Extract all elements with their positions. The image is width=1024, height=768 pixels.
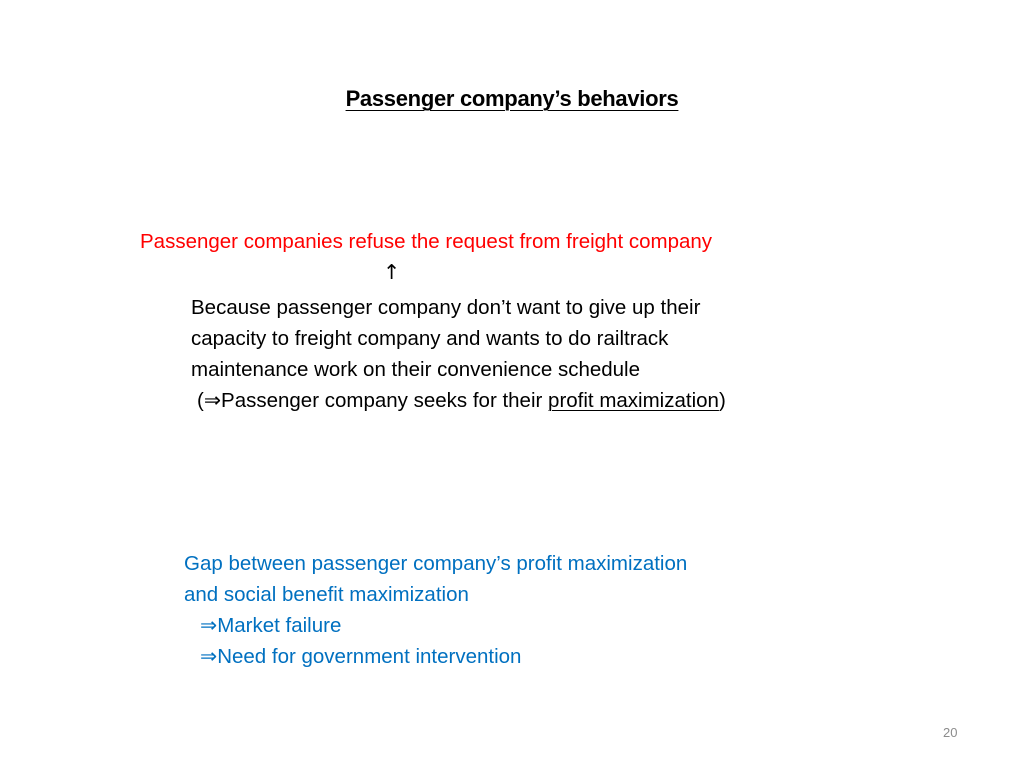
reason-line-2: capacity to freight company and wants to do railtrack <box>191 327 669 350</box>
conclusion-open-paren: ( <box>197 389 204 412</box>
reason-line-1: Because passenger company don’t want to give up their <box>191 296 701 319</box>
reason-conclusion <box>191 385 726 416</box>
gap-line-1: Gap between passenger company’s profit maximization <box>184 552 688 575</box>
conclusion-text: Passenger company seeks for their <box>221 389 549 412</box>
claim-text: Passenger companies refuse the request from freight company <box>140 230 713 253</box>
conclusion-underlined-text: profit maximization <box>548 389 719 412</box>
slide-title <box>0 86 1024 112</box>
reason-block <box>191 292 726 416</box>
reason-line-3: maintenance work on their convenience schedule <box>191 358 640 381</box>
implies-arrow-icon: ⇒ <box>200 613 218 637</box>
implies-arrow-icon: ⇒ <box>203 388 222 412</box>
gap-block <box>184 548 687 672</box>
gap-item-government-intervention <box>184 641 687 672</box>
implies-arrow-icon: ⇒ <box>200 644 218 668</box>
page-number: 20 <box>943 725 958 740</box>
up-arrow-icon: ↑ <box>383 260 401 284</box>
gap-line-2: and social benefit maximization <box>184 583 469 606</box>
gap-item-market-failure <box>184 610 687 641</box>
gap-item-2-text: Need for government intervention <box>217 645 522 668</box>
gap-item-1-text: Market failure <box>217 614 342 637</box>
slide-title-text: Passenger company’s behaviors <box>345 86 679 111</box>
conclusion-close-paren: ) <box>718 389 726 412</box>
